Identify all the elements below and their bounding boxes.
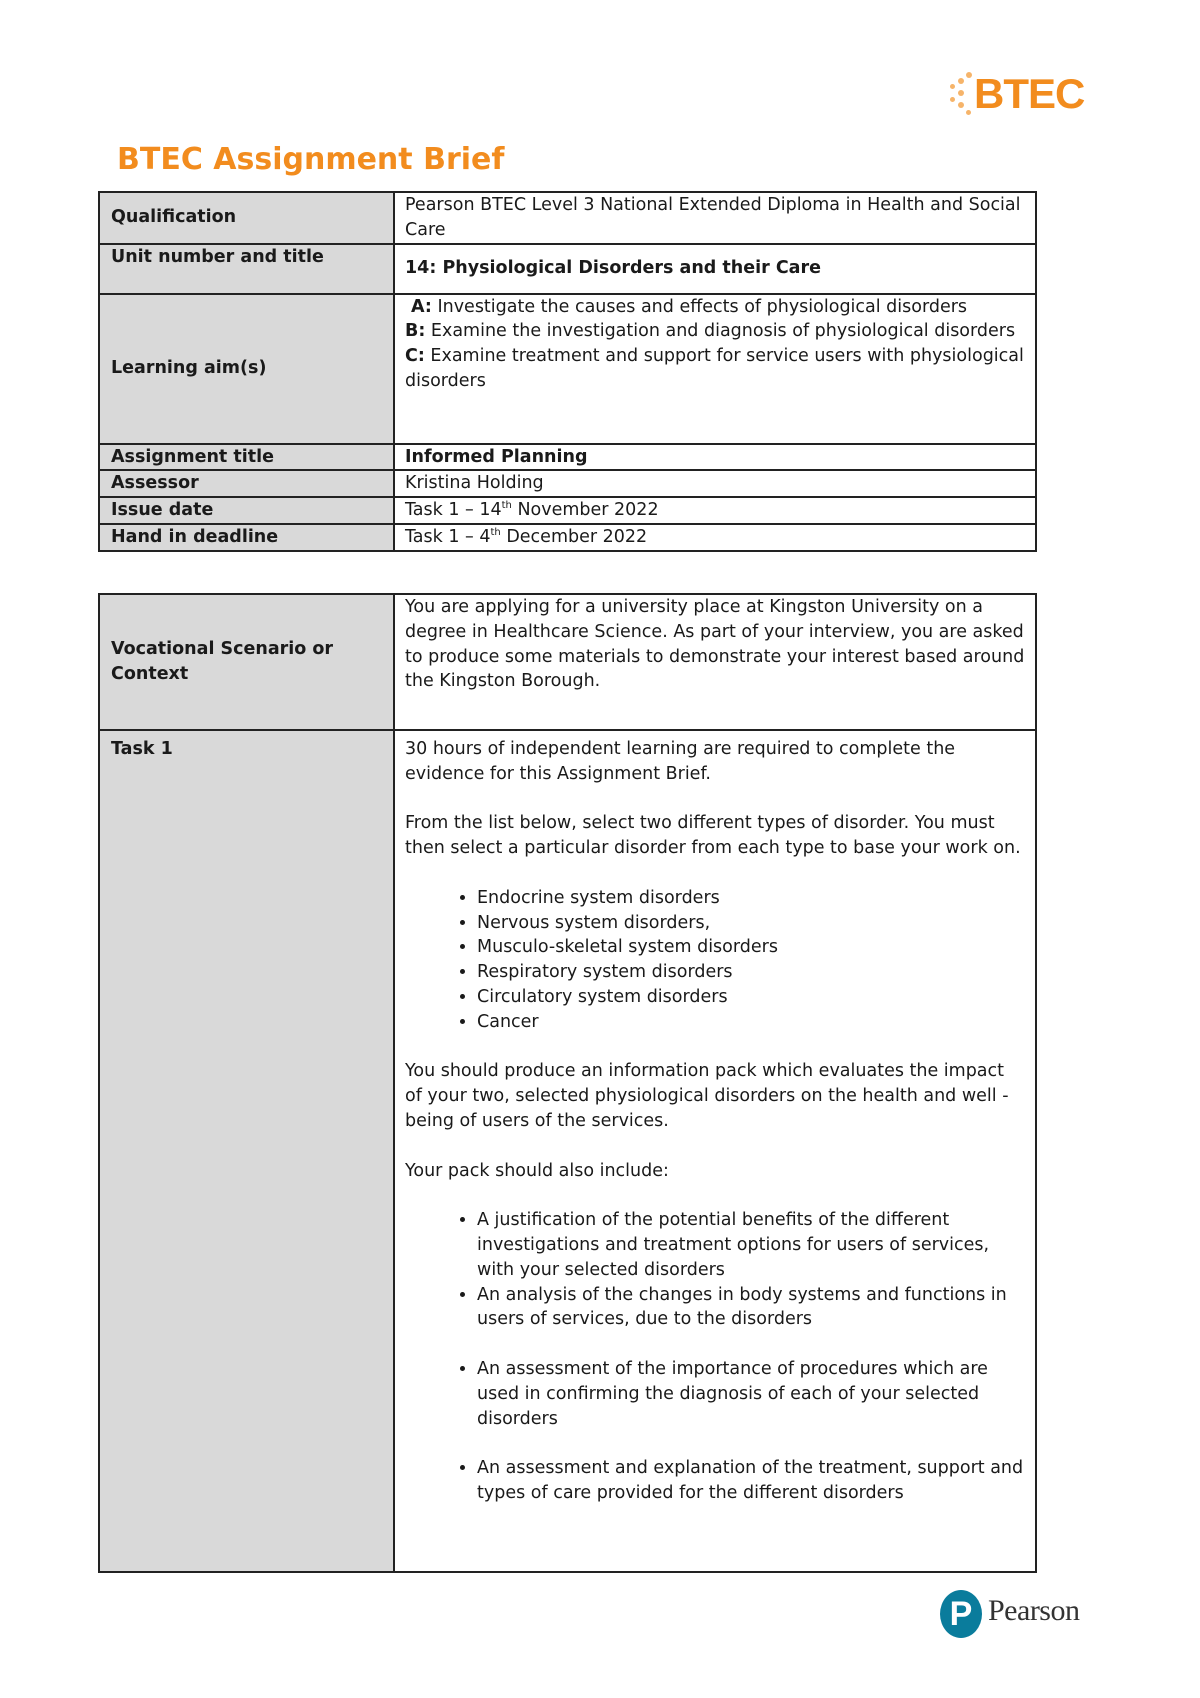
btec-logo	[948, 70, 1096, 120]
pearson-wordmark: Pearson	[988, 1594, 1080, 1627]
deadline-suffix: th	[490, 527, 501, 539]
table-row-assessor	[99, 470, 1036, 497]
list-item: • Circulatory system disorders	[477, 985, 1025, 1010]
assignment-title-value: Informed Planning	[394, 444, 1036, 471]
table-row-scenario	[99, 594, 1036, 730]
disorder-list	[405, 886, 1025, 1035]
aim-text: Examine treatment and support for service users with physiological disorders	[405, 346, 1024, 391]
issue-date-label: Issue date	[99, 497, 394, 524]
list-item: • An assessment of the importance of procedures which are used in confirming the diagnosis of each of your selected disorders	[477, 1357, 1025, 1431]
learning-aims-label: Learning aim(s)	[99, 294, 394, 444]
list-item: • Musculo-skeletal system disorders	[477, 935, 1025, 960]
task-table	[98, 593, 1037, 1573]
deadline-text: Task 1 – 4	[405, 526, 491, 547]
scenario-label: Vocational Scenario or Context	[99, 594, 394, 730]
aim-text: Investigate the causes and effects of physiological disorders	[431, 296, 968, 317]
include-list	[405, 1456, 1025, 1506]
task-paragraph: Your pack should also include:	[405, 1160, 669, 1181]
table-row-deadline	[99, 524, 1036, 551]
issue-date-suffix: th	[501, 500, 512, 512]
list-item: • An analysis of the changes in body systems and functions in users of services, due to the disorders	[477, 1283, 1025, 1333]
task-paragraph: From the list below, select two different types of disorder. You must then select a particular disorder from each type to base your work on.	[405, 813, 1021, 859]
deadline-month: December 2022	[500, 526, 648, 547]
table-row-assignment-title	[99, 444, 1036, 471]
unit-label: Unit number and title	[99, 244, 394, 294]
list-item: • Respiratory system disorders	[477, 960, 1025, 985]
include-list	[405, 1208, 1025, 1332]
info-table	[98, 191, 1037, 552]
pearson-logo	[940, 1590, 1096, 1638]
issue-date-text: Task 1 – 14	[405, 500, 502, 521]
assessor-value: Kristina Holding	[394, 470, 1036, 497]
list-item: • Endocrine system disorders	[477, 886, 1025, 911]
assessor-label: Assessor	[99, 470, 394, 497]
table-row-qualification	[99, 192, 1036, 244]
aim-key: B:	[405, 321, 426, 342]
page-title: BTEC Assignment Brief	[117, 142, 505, 177]
task-label: Task 1	[99, 730, 394, 1572]
btec-wordmark: BTEC	[974, 70, 1085, 117]
aim-c	[405, 344, 1025, 394]
list-item: • Nervous system disorders,	[477, 911, 1025, 936]
include-list	[405, 1357, 1025, 1431]
task-content	[394, 730, 1036, 1572]
qualification-value: Pearson BTEC Level 3 National Extended Diploma in Health and Social Care	[394, 192, 1036, 244]
pearson-mark-icon: P	[940, 1590, 982, 1638]
table-row-task-1	[99, 730, 1036, 1572]
unit-value: 14: Physiological Disorders and their Care	[394, 244, 1036, 294]
issue-date-value	[394, 497, 1036, 524]
qualification-label: Qualification	[99, 192, 394, 244]
aim-a	[405, 295, 1025, 320]
list-item: • An assessment and explanation of the treatment, support and types of care provided for the different disorders	[477, 1456, 1025, 1506]
table-row-issue-date	[99, 497, 1036, 524]
aim-b	[405, 319, 1025, 344]
list-item: • A justification of the potential benefits of the different investigations and treatment options for users of services, with your selected disorders	[477, 1208, 1025, 1282]
list-item: • Cancer	[477, 1010, 1025, 1035]
aim-key: A:	[411, 296, 432, 317]
aim-key: C:	[405, 346, 425, 367]
deadline-label: Hand in deadline	[99, 524, 394, 551]
scenario-text: You are applying for a university place at Kingston University on a degree in Healthcare Science. As part of your interview, you are asked to produce some materials to demonstrate your interest based around the Kingston Borough.	[394, 594, 1036, 730]
deadline-value	[394, 524, 1036, 551]
aim-text: Examine the investigation and diagnosis of physiological disorders	[425, 321, 1016, 342]
task-paragraph: 30 hours of independent learning are required to complete the evidence for this Assignment Brief.	[405, 739, 956, 784]
table-row-learning-aims	[99, 294, 1036, 444]
task-paragraph: You should produce an information pack which evaluates the impact of your two, selected physiological disorders on the health and well -being of users of the services.	[405, 1061, 1009, 1131]
issue-date-month: November 2022	[511, 500, 659, 521]
table-row-unit	[99, 244, 1036, 294]
learning-aims-value	[394, 294, 1036, 444]
assignment-title-label: Assignment title	[99, 444, 394, 471]
